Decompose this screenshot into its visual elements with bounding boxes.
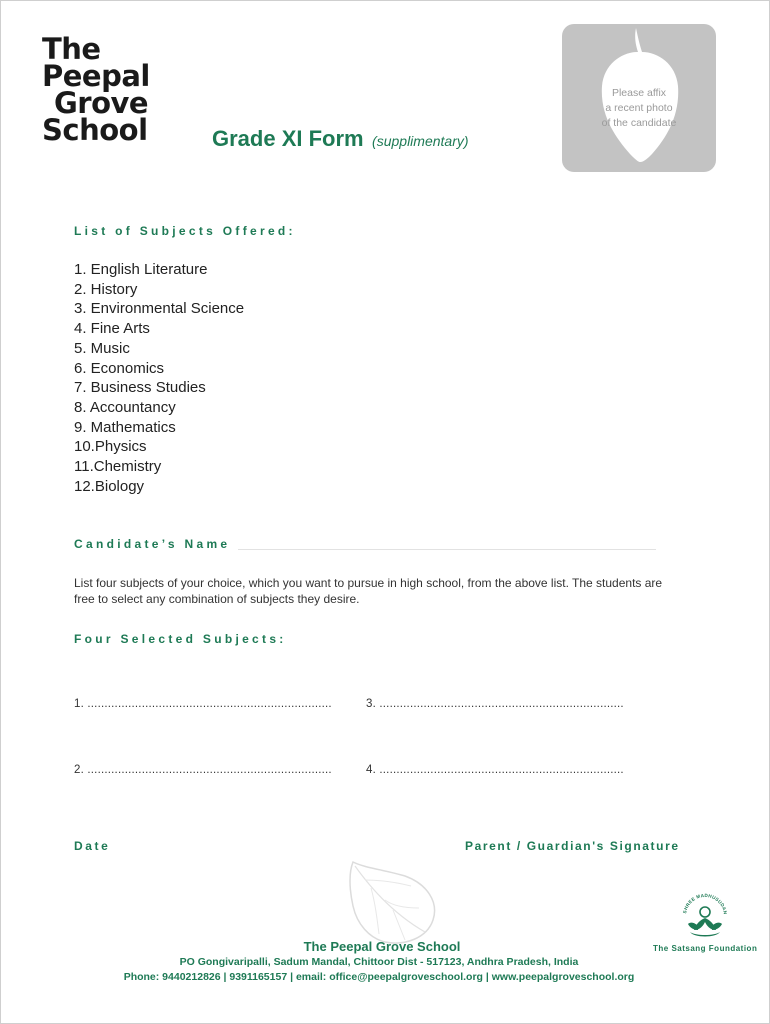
list-item: 11.Chemistry [74, 458, 162, 476]
footer-contact: Phone: 9440212826 | 9391165157 | email: office@peepalgroveschool.org | www.peepalgroveschool.org [123, 971, 635, 983]
list-item: 2. History [74, 280, 138, 298]
subjects-heading: List of Subjects Offered: [74, 224, 296, 238]
signature-label: Parent / Guardian's Signature [465, 839, 680, 853]
list-item: 9. Mathematics [74, 418, 176, 436]
subject-choice-field-4[interactable]: 4. ........................................................................ [366, 764, 624, 776]
footer-address: PO Gongivaripalli, Sadum Mandal, Chittoor Dist - 517123, Andhra Pradesh, India [179, 956, 579, 968]
list-item: 6. Economics [74, 359, 165, 377]
instructions-text: List four subjects of your choice, which you want to pursue in high school, from the above list. The students are free to select any combination of subjects they desire. [74, 576, 663, 606]
list-item: 1. English Literature [74, 261, 208, 278]
form-title [212, 126, 469, 152]
list-item: 10.Physics [74, 438, 147, 456]
candidate-name-field[interactable] [238, 549, 656, 550]
date-label: Date [74, 839, 111, 853]
school-logo [42, 32, 150, 147]
lotus-emblem-icon [680, 890, 730, 942]
svg-text:SHREE MADHUSUDAN SATSANG [680, 890, 728, 916]
subjects-list [74, 260, 244, 496]
list-item: 5. Music [74, 339, 130, 357]
photo-text-line: of the candidate [601, 117, 677, 129]
list-item: 12.Biology [74, 477, 145, 495]
list-item: 3. Environmental Science [74, 300, 245, 318]
photo-text-line: Please affix [611, 87, 667, 99]
form-title-subtitle: (supplimentary) [372, 133, 469, 149]
subject-choice-field-3[interactable]: 3. ........................................................................ [366, 698, 624, 710]
list-item: 7. Business Studies [74, 379, 206, 397]
form-title-main: Grade XI Form [212, 126, 364, 151]
logo-line: School [42, 113, 148, 147]
subject-choice-field-2[interactable]: 2. ........................................................................ [74, 764, 332, 776]
peepal-leaf-icon [335, 858, 445, 948]
footer-school-name: The Peepal Grove School [303, 939, 461, 954]
selected-subjects-heading: Four Selected Subjects: [74, 632, 287, 646]
logo-line: Peepal [42, 59, 150, 93]
subject-choice-field-1[interactable]: 1. ........................................................................ [74, 698, 332, 710]
logo-line: The [42, 32, 101, 66]
photo-text-line: a recent photo [605, 102, 673, 114]
candidate-name-label: Candidate’s Name [74, 537, 231, 551]
list-item: 8. Accountancy [74, 398, 176, 416]
photo-placeholder-box[interactable] [562, 24, 716, 172]
logo-line: Grove [54, 86, 149, 120]
list-item: 4. Fine Arts [74, 320, 150, 338]
photo-instructions [562, 86, 716, 131]
emblem-text: SHREE MADHUSUDAN [682, 892, 728, 915]
footer-foundation-name: The Satsang Foundation [653, 944, 758, 953]
